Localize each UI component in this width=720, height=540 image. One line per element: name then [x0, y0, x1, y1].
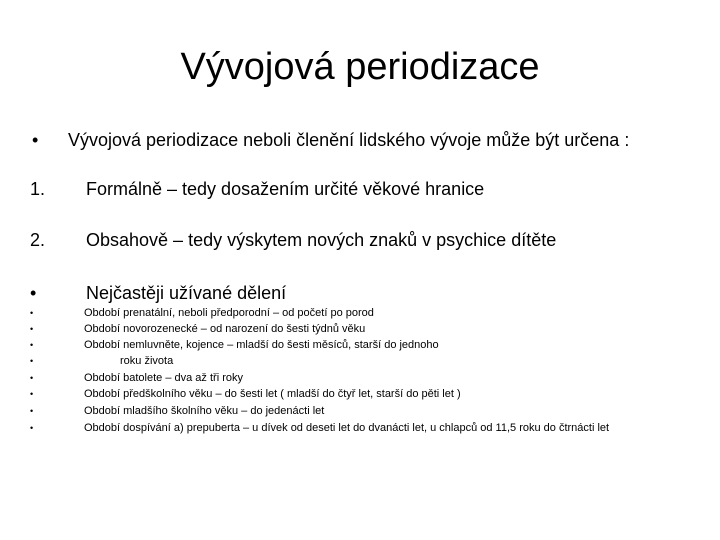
numbered-item-text: Obsahově – tedy výskytem nových znaků v psychice dítěte — [86, 230, 557, 250]
period-text: Období novorozenecké – od narození do šesti týdnů věku — [84, 323, 366, 335]
bullet-marker: • — [30, 373, 34, 383]
bullet-marker: • — [30, 356, 34, 366]
bullet-marker: • — [30, 283, 37, 303]
period-text: Období předškolního věku – do šesti let ( mladší do čtyř let, starší do pěti let ) — [84, 388, 461, 400]
period-text: Období dospívání a) prepuberta – u dívek od deseti let do dvanácti let, u chlapců od 11,5 roku do čtrnácti let — [84, 422, 610, 434]
slide-title: Vývojová periodizace — [180, 46, 540, 88]
bullet-marker: • — [30, 406, 34, 416]
number-marker: 1. — [30, 179, 46, 199]
period-text: Období batolete – dva až tři roky — [84, 372, 243, 384]
number-marker: 2. — [30, 230, 46, 250]
bullet-marker: • — [30, 308, 34, 318]
intro-text: Vývojová periodizace neboli členění lidského vývoje může být určena : — [68, 130, 630, 150]
numbered-item-text: Formálně – tedy dosažením určité věkové hranice — [86, 179, 485, 199]
period-text: Období mladšího školního věku – do jedenácti let — [84, 405, 325, 417]
bullet-marker: • — [30, 423, 34, 433]
bullet-marker: • — [32, 130, 39, 150]
period-text: Období nemluvněte, kojence – mladší do šesti měsíců, starší do jednoho — [84, 339, 439, 351]
period-text: roku života — [120, 355, 174, 367]
bullet-marker: • — [30, 389, 34, 399]
common-division-text: Nejčastěji užívané dělení — [86, 283, 287, 303]
period-text: Období prenatální, neboli předporodní – od početí po porod — [84, 307, 374, 319]
bullet-marker: • — [30, 340, 34, 350]
bullet-marker: • — [30, 324, 34, 334]
